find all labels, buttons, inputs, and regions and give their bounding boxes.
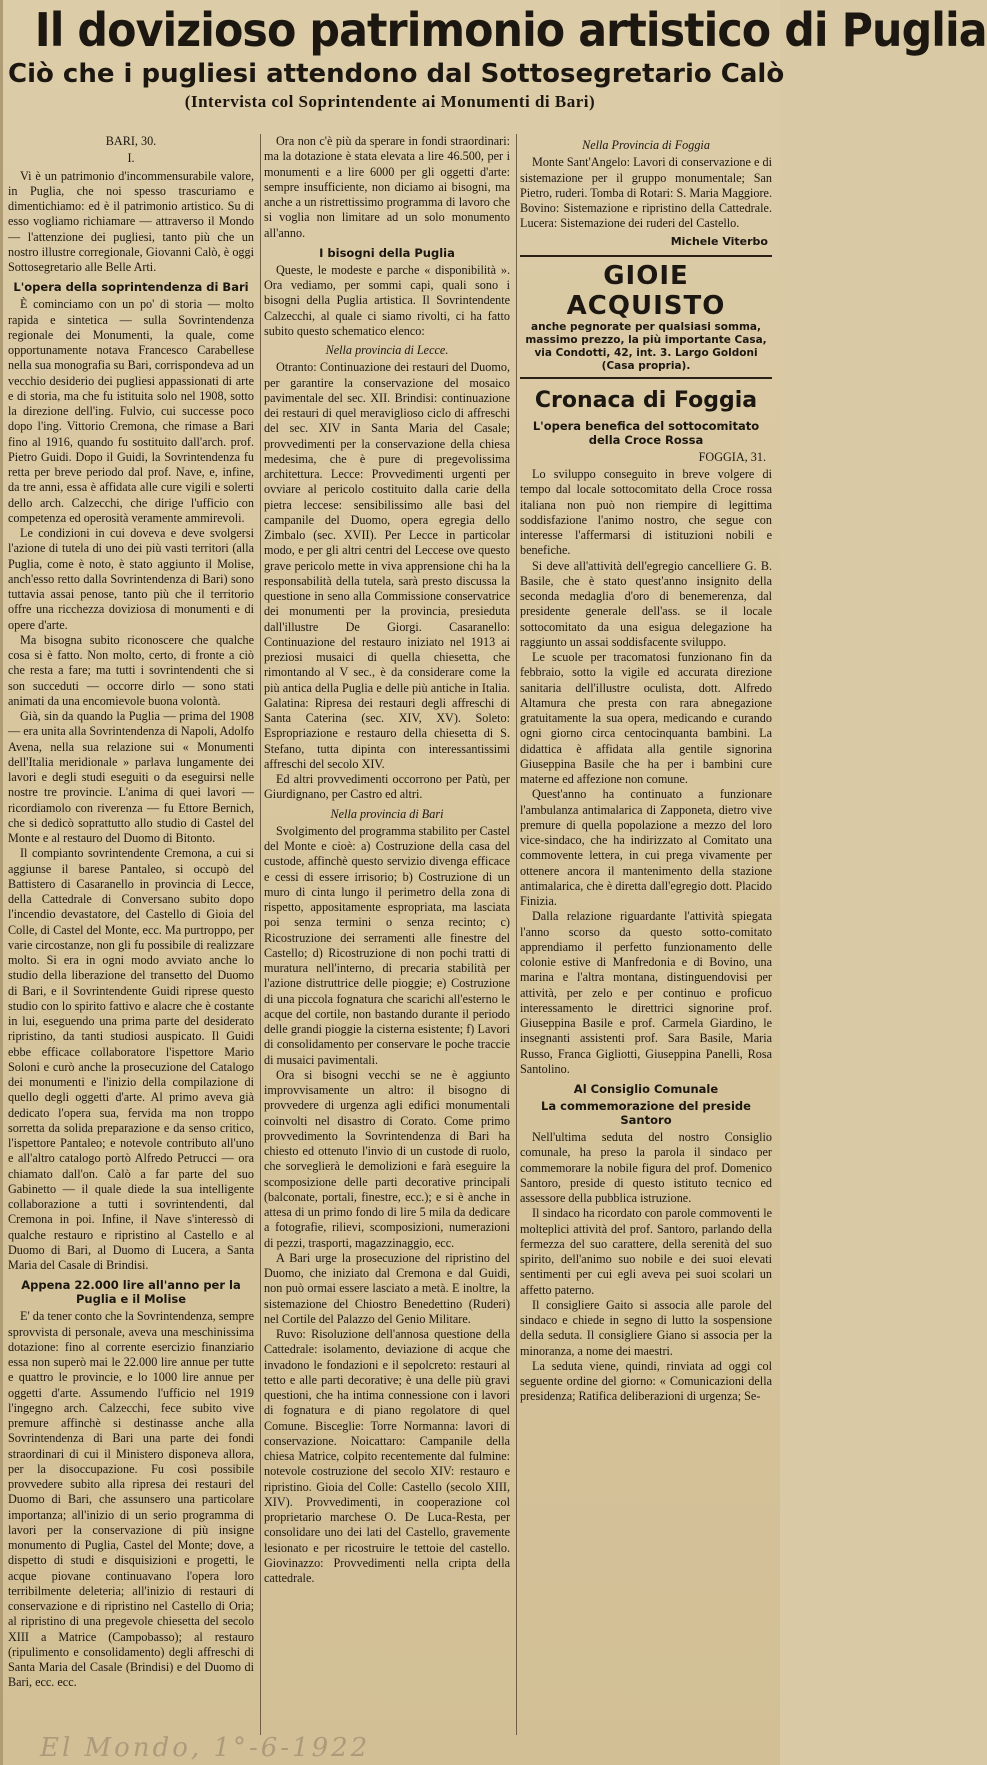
province-heading: Nella Provincia di Foggia [582, 138, 710, 152]
paragraph: Il consigliere Gaito si associa alle parole del sindaco e chiede in segno di lutto la sospensione della seduta. Il consigliere Giano si associa per la minoranza, a nome dei maestri. [520, 1297, 772, 1358]
paragraph: Già, sin da quando la Puglia — prima del 1908 — era unita alla Sovrintendenza di Napoli, Adolfo Avena, nella sua relazione sui « Monumenti dell'Italia meridionale » parlava lungamente dei lavori e degli studi eseguiti o da eseguirsi nelle nostre tre provincie. L'anima di quei lavori — ricordiamolo con riverenza — fu Ettore Bernich, che si dedicò soprattutto allo studio di Castel del Monte e al restauro del Duomo di Bitonto. [8, 709, 254, 845]
ad-text: anche pegnorate per qualsiasi somma, massimo prezzo, la più importante Casa, via Condotti, 42, int. 3. Largo Goldoni (Casa propria). [525, 320, 767, 372]
paragraph: Ruvo: Risoluzione dell'annosa questione della Cattedrale: isolamento, deviazione di acque che invadono le fondazioni e il sepolcreto: restauri al tetto e alle parti decorative; è una delle più gravi questioni, che ha intima connessione con i lavori di fognatura e di piano regolatore di quel Comune. Bisceglie: Torre Normanna: lavori di conservazione. Noicattaro: Campanile della chiesa Matrice, colpito recentemente dal fulmine: notevole costruzione del secolo XIV: restauro e ripristino. Gioia del Colle: Castello (secolo XIII, XIV). Provvedimenti, in cooperazione col proprietario marchese O. De Luca-Resta, per consolidare uno dei lati del Castello, gravemente lesionato e per ricostruire le tettoie del castello. Giovinazzo: Provvedimenti nella cripta della cattedrale. [264, 1327, 510, 1585]
section-heading: Appena 22.000 lire all'anno per la Puglia e il Molise [21, 1278, 241, 1307]
paragraph: Dalla relazione riguardante l'attività spiegata l'anno scorso da questo sotto-comitato apprendiamo il perfetto funzionamento delle colonie estive di Manfredonia e di Bovino, una marina e l'altra montana, distinguendovisi per attività, per zelo e per continuo e proficuo interessamento le direttrici signorine prof. Giuseppina Basile e prof. Carmela Giardino, le insegnanti assistenti prof. Sara Basile, Maria Russo, Franca Gigliotti, Giuseppina Panelli, Rosa Santolino. [520, 909, 772, 1076]
paragraph: È cominciamo con un po' di storia — molto rapida e sintetica — sulla Sovrintendenza regionale dei Monumenti, la quale, come opportunamente notava Francesco Carabellese nella sua monografia su Bari, corrispondeva ad un vecchio desiderio dei pugliesi appassionati di arte e di storia, ma che fu istituita solo nel 1908, sotto la direzione dell'ing. Fulvio, cui successe poco dopo l'ing. Vittorio Cremona, che rimase a Bari fino al 1916, quando fu sostituito dall'arch. prof. Pietro Guidi. Dopo il Guidi, la Sovrintendenza fu retta per breve periodo dal prof. Nave, e, infine, da tre anni, essa è affidata alle cure vigili e solerti dello arch. Calzecchi, che dirige l'ufficio con competenza ed operosità veramente ammirevoli. [8, 297, 254, 525]
paragraph: Queste, le modeste e parche « disponibilità ». Ora vediamo, per sommi capi, quali sono i bisogni della Puglia artistica. Il Sovrintendente Calzecchi, al quale ci siamo rivolti, ci ha fatto subito questo schematico elenco: [264, 262, 510, 338]
paragraph: Nell'ultima seduta del nostro Consiglio comunale, ha preso la parola il sindaco per commemorare la nobile figura del prof. Domenico Santoro, preside di questo istituto tecnico ed assessore della pubblica istruzione. [520, 1130, 772, 1205]
paragraph: Il compianto sovrintendente Cremona, a cui si aggiunse il barese Pantaleo, si occupò del Battistero di Casaranello in provincia di Lecce, della Cattedrale di Conversano subito dopo l'incendio devastatore, del Castello di Gioia del Colle, di Castel del Monte, ecc. Ma purtroppo, per varie circostanze, non gli fu possibile di realizzare molto. Si era in ogni modo avviato anche lo studio della liberazione del transetto del Duomo di Bari, e il Sovrintendente Guidi riprese questo studio con lo spirito fattivo e alacre che è costante in lui, eseguendo una prima parte del desiderato ripristino, da tanti studiosi auspicato. Il Guidi ebbe efficace collaboratore l'ispettore Mario Soloni e curò anche la prosecuzione del Catalogo dei monumenti e l'inizio della compilazione di quello degli oggetti d'arte. Al primo aveva già dedicato l'opera sua, fervida ma non troppo sorretta da solida preparazione e da senso critico, l'ispettore Pantaleo; e notevole contributo all'uno e all'altro catalogo portò Alfredo Petrucci — ora chiamato dall'on. Calò a far parte del suo Gabinetto — il quale diede la sua intelligente collaborazione a tutti i sovrintendenti, dal Cremona in poi. Infine, il Nave s'interessò di qualche restauro e ripristino al Castello e al Duomo di Bari, al Duomo di Lucera, a Santa Maria del Casale di Brindisi. [8, 846, 254, 1272]
dateline: FOGGIA, 31. [698, 449, 766, 464]
paragraph: Ed altri provvedimenti occorrono per Patù, per Giurdignano, per Castro ed altri. [264, 772, 510, 802]
cronaca-subtitle: L'opera benefica del sottocomitato della Croce Rossa [532, 418, 760, 447]
paragraph: Si deve all'attività dell'egregio cancelliere G. B. Basile, che è stato quest'anno insignito della seconda medaglia d'oro di benemerenza, dal presidente generale dell'ass. se il locale sottocomitato da una esigua delegazione ha raggiunto un assai soddisfacente sviluppo. [520, 558, 772, 649]
paragraph: Monte Sant'Angelo: Lavori di conservazione e di sistemazione per il gruppo monumentale; San Pietro, ruderi. Tomba di Rotari: S. Maria Maggiore. Bovino: Sistemazione e ripristino della Cattedrale. Lucera: Sistemazione dei ruderi del Castello. [520, 155, 772, 231]
paragraph: La seduta viene, quindi, rinviata ad oggi col seguente ordine del giorno: « Comunicazioni della presidenza; Ratifica deliberazioni di urgenza; Se- [520, 1358, 772, 1404]
headline: Il dovizioso patrimonio artistico di Puglia [34, 3, 987, 57]
paragraph: Vi è un patrimonio d'incommensurabile valore, in Puglia, che noi spesso trascuriamo e dimentichiamo: ed è il patrimonio artistico. Su di esso vogliamo richiamare — attraverso il Mondo — l'attenzione dei pugliesi, tanto più che un nostro illustre corregionale, Giovanni Calò, è oggi Sottosegretario alle Belle Arti. [8, 168, 254, 274]
province-heading: Nella provincia di Lecce. [325, 343, 449, 357]
paragraph: Ora non c'è più da sperare in fondi straordinari: ma la dotazione è stata elevata a lire 46.500, per i monumenti e a lire 6000 per gli oggetti d'arte: sempre insufficiente, non diciamo ai bisogni, ma anche a un ristrettissimo programma di lavoro che si voglia non limitare ad un solo monumento all'anno. [264, 134, 510, 240]
paragraph: Quest'anno ha continuato a funzionare l'ambulanza antimalarica di Zapponeta, dietro vive premure di quella popolazione a mezzo del loro vice-sindaco, che ha indirizzato al Comitato una commovente lettera, in cui prega vivamente per ottenere ancora il mantenimento della stazione antimalarica, che è diretta dall'egregio dott. Placido Finizia. [520, 787, 772, 908]
ad-title: GIOIE ACQUISTO [566, 260, 726, 321]
paragraph: Svolgimento del programma stabilito per Castel del Monte e cioè: a) Costruzione della casa del custode, affinchè questo servizio divenga efficace e cessi di essere irrisorio; b) Costruzione di un muro di cinta lungo il perimetro della zona di rispetto, appositamente espropriata, ma lasciata poi senza termini o senza recinto; c) Ricostruzione dei serramenti alle finestre del Castello; d) Ricostruzione di non pochi tratti di muratura nell'interno, di precaria stabilità per l'azione distruttrice delle pioggie; e) Costruzione di una piccola fognatura che scarichi all'esterno le acque del cortile, non bastando durante il periodo delle grandi pioggie la cisterna esistente; f) Lavori di consolidamento per conservare le poche traccie di musaici pavimentali. [264, 823, 510, 1067]
column-2 [264, 134, 510, 1735]
paragraph: Ora si bisogni vecchi se ne è aggiunto improvvisamente un altro: il bisogno di provvedere di urgenza agli edifici monumentali coinvolti nel disastro di Corato. Come primo provvedimento la Sovrintendenza di Bari ha chiesto ed ottenuto l'invio di un custode di ruolo, che sorveglierà le demolizioni e farà eseguire la scomposizione delle parti decorative principali (balconate, portali, finestre, ecc.); e si è anche in attesa di un primo fondo di lire 5 mila da dedicare a fotografie, rilievi, scomposizioni, numerazioni di pezzi, trasporti, magazzinaggio, ecc. [264, 1067, 510, 1250]
province-heading: Nella provincia di Bari [330, 806, 444, 821]
paragraph: Lo sviluppo conseguito in breve volgere di tempo dal locale sottocomitato della Croce rossa italiana non può non riempire di legittima soddisfazione l'animo nostro, che segue con interesse l'affermarsi di istituzioni nobili e benefiche. [520, 467, 772, 558]
section-heading: I bisogni della Puglia [319, 245, 455, 260]
paragraph: E' da tener conto che la Sovrintendenza, sempre sprovvista di personale, aveva una meschinissima dotazione: fino al corrente esercizio finanziario essa non superò mai le 22.000 lire annue per tutte e quattro le provincie, e lo 1000 lire annue per oggetti d'arte. Assumendo l'ufficio nel 1919 l'ingegno arch. Calzecchi, fece subito vive premure affinchè si destinasse anche alla Sovrintendenza di Bari una parte dei fondi straordinari di cui il Ministero disponeva allora, per la disoccupazione. Fu così possibile provvedere subito alla ripresa dei restauri del Duomo di Bari, che assunsero una particolare importanza; all'inizio di un serio programma di lavori per la conservazione di più insigne monumento di Puglia, Castel del Monte; dove, a dispetto di studi e disquisizioni e progetti, le acque piovane continuavano l'opera loro terribilmente deleteria; all'inizio di restauri di conservazione e di ripristino nel Castello di Oria; al ripristino di una pregevole chiesetta del secolo XIII a Matrice (Campobasso); al restauro (ripulimento e consolidamento) degli affreschi di Santa Maria del Casale (Brindisi) e del Duomo di Bari, ecc. ecc. [8, 1309, 254, 1690]
column-3 [520, 134, 772, 1735]
dateline: BARI, 30. [105, 134, 157, 148]
paragraph: Ma bisogna subito riconoscere che qualche cosa si è fatto. Non molto, certo, di fronte a ciò che resta a fare; ma tutti i sovrintendenti che si son succeduti — occorre dirlo — sono stati animati da una encomievole buona volontà. [8, 632, 254, 708]
column-1 [8, 134, 254, 1735]
paragraph: Le scuole per tracomatosi funzionano fin da febbraio, sotto la vigile ed accurata direzione sanitaria dell'illustre oculista, dott. Alfredo Altamura che presta con rara abnegazione gratuitamente la sua opera, medicando e curando ogni giorno circa centocinquanta bambini. La didattica è affidata alla gentile signorina Giuseppina Basile che ha per i bambini cure materne ed affezione non comune. [520, 650, 772, 786]
section-subheading: La commemorazione del preside Santoro [541, 1099, 751, 1127]
advertisement [520, 255, 772, 379]
paragraph: Le condizioni in cui doveva e deve svolgersi l'azione di tutela di uno dei più vasti territori (alla Puglia, come è noto, è stato aggiunto il Molise, anch'esso retto dalla Sovrintendenza di Bari) sono tuttavia assai penose, tanto più che il territorio offre una ricchezza doviziosa di monumenti e di opere d'arte. [8, 526, 254, 632]
section-heading: L'opera della soprintendenza di Bari [13, 280, 249, 295]
section-heading: Al Consiglio Comunale [573, 1082, 719, 1096]
paragraph: A Bari urge la prosecuzione del ripristino del Duomo, che iniziato dal Cremona e dal Guidi, non può ormai essere lasciato a metà. E inoltre, la sistemazione del Chiostro Benedettino (Ruderi) nel Cortile del Palazzo del Genio Militare. [264, 1250, 510, 1326]
paragraph: Il sindaco ha ricordato con parole commoventi le molteplici attività del prof. Santoro, parlando della fermezza del suo carattere, della serenità del suo spirito, dell'animo suo nobile e dei suoi elevati sentimenti per cui egli aveva pei suoi scolari un affetto paterno. [520, 1206, 772, 1297]
author-signature: Michele Viterbo [670, 234, 768, 248]
handwritten-note: El Mondo, 1°-6-1922 [40, 1733, 371, 1763]
paragraph: Otranto: Continuazione dei restauri del Duomo, per garantire la conservazione del mosaico pavimentale del sec. XII. Brindisi: continuazione dei restauri di quel meraviglioso ciclo di affreschi del sec. XIV in Santa Maria del Casale; provvedimenti per la conservazione della chiesa medesima, che è pure di pregevolissima architettura. Lecce: Provvedimenti urgenti per ovviare al pericolo costituito dalla carie della pietra leccese: sensibilissimo alle basi del campanile del Duomo, opera egregia dello Zimbalo (sec. XVII). Per Lecce in particolar modo, e per gli altri centri del Leccese ove questo grave pericolo mette in viva apprensione chi ha la responsabilità della tutela, sarà presto discussa la questione in seno alla Commissione conservatrice dei monumenti per la provincia, presieduta dall'illustre De Giorgi. Casaranello: Continuazione del restauro iniziato nel 1913 ai preziosi musaici di quella chiesetta, che rimontando al V sec., è da considerare come la più antica della Puglia e delle più antiche in Italia. Galatina: Ripresa dei restauri degli affreschi di Santa Caterina (sec. XIV, XV). Soleto: Espropriazione e restauro della chiesetta di S. Stefano, tutta dipinta con interessantissimi affreschi del secolo XIV. [264, 360, 510, 771]
cronaca-title: Cronaca di Foggia [534, 387, 758, 413]
subsubheadline: (Intervista col Soprintendente ai Monumenti di Bari) [184, 92, 596, 111]
page-edge [0, 0, 3, 1765]
section-number: I. [127, 151, 135, 166]
subheadline: Ciò che i pugliesi attendono dal Sottosegretario Calò [8, 59, 785, 89]
columns [8, 134, 772, 1735]
